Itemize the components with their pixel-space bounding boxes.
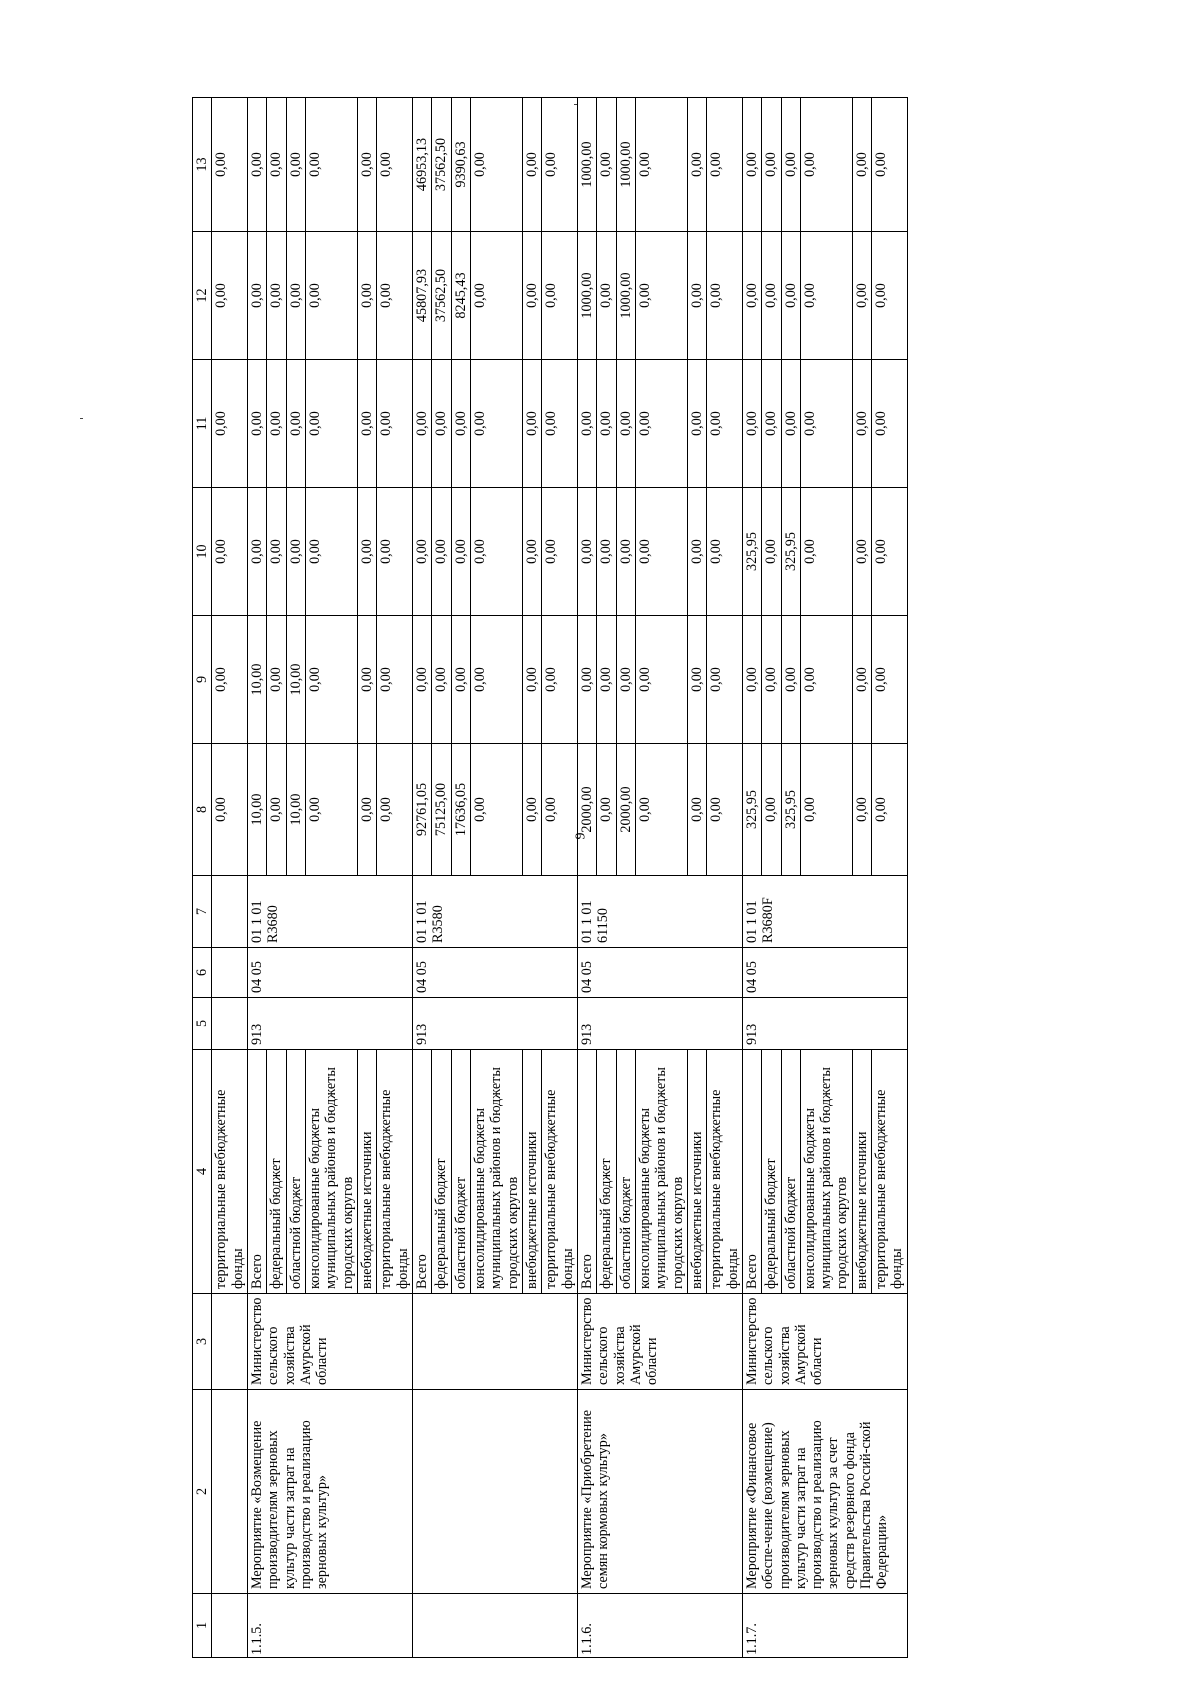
scan-speck (80, 418, 83, 419)
value-cell: 0,00 (522, 744, 541, 876)
value-cell: 0,00 (357, 98, 376, 232)
funding-source-cell: областной бюджет (616, 1050, 635, 1294)
value-cell: 0,00 (432, 616, 451, 744)
value-cell: 45807,93 (412, 232, 431, 360)
value-cell: 0,00 (522, 488, 541, 616)
value-cell: 0,00 (305, 488, 357, 616)
value-cell: 0,00 (762, 232, 781, 360)
csr-code-cell: 01 1 01 R3580 (412, 876, 577, 948)
value-cell: 0,00 (781, 616, 800, 744)
funding-source-cell: федеральный бюджет (762, 1050, 781, 1294)
value-cell: 0,00 (542, 744, 578, 876)
table-row (577, 98, 596, 1658)
value-cell: 0,00 (267, 232, 286, 360)
value-cell: 0,00 (781, 360, 800, 488)
value-cell: 325,95 (781, 744, 800, 876)
value-cell: 0,00 (635, 98, 687, 232)
measure-number-cell: 1.1.7. (742, 1594, 907, 1658)
value-cell: 0,00 (470, 98, 522, 232)
value-cell: 0,00 (451, 616, 470, 744)
cell (212, 1294, 248, 1390)
column-header: 9 (193, 616, 212, 744)
value-cell: 0,00 (742, 232, 761, 360)
value-cell: 0,00 (781, 232, 800, 360)
column-header: 2 (193, 1390, 212, 1594)
value-cell: 0,00 (305, 616, 357, 744)
funding-source-cell: областной бюджет (781, 1050, 800, 1294)
value-cell: 46953,13 (412, 98, 431, 232)
measure-name-cell: Мероприятие «Финансовое обеспе-чение (возмещение) производителям зерновых культур части затрат на производство и реализацию зерновых культур за счет средств резервного фонда Правительства Россий-ской Федерации» (742, 1390, 907, 1594)
value-cell: 0,00 (687, 98, 706, 232)
value-cell: 0,00 (635, 616, 687, 744)
value-cell: 0,00 (470, 744, 522, 876)
csr-code-cell: 01 1 01 R3680F (742, 876, 907, 948)
value-cell: 0,00 (305, 232, 357, 360)
value-cell: 0,00 (305, 744, 357, 876)
column-header: 8 (193, 744, 212, 876)
page-number: 9 (573, 832, 589, 840)
cell (212, 876, 248, 948)
funding-source-cell: областной бюджет (286, 1050, 305, 1294)
value-cell: 2000,00 (616, 744, 635, 876)
value-cell: 0,00 (522, 616, 541, 744)
column-header: 6 (193, 948, 212, 998)
value-cell: 0,00 (800, 616, 852, 744)
value-cell: 0,00 (762, 98, 781, 232)
value-cell: 0,00 (357, 744, 376, 876)
value-cell: 0,00 (852, 360, 871, 488)
value-cell: 10,00 (286, 616, 305, 744)
value-cell: 0,00 (247, 98, 266, 232)
value-cell: 9390,63 (451, 98, 470, 232)
value-cell: 0,00 (597, 360, 616, 488)
value-cell: 0,00 (377, 616, 413, 744)
funding-source-cell: территориальные внебюджетные фонды (212, 1050, 248, 1294)
column-header: 10 (193, 488, 212, 616)
value-cell: 8245,43 (451, 232, 470, 360)
grbs-code-cell: 913 (742, 998, 907, 1050)
value-cell: 0,00 (542, 360, 578, 488)
value-cell: 0,00 (687, 488, 706, 616)
value-cell: 0,00 (872, 616, 908, 744)
value-cell: 0,00 (267, 488, 286, 616)
value-cell: 0,00 (357, 616, 376, 744)
column-header: 5 (193, 998, 212, 1050)
value-cell: 0,00 (247, 232, 266, 360)
value-cell: 0,00 (542, 98, 578, 232)
value-cell: 0,00 (852, 488, 871, 616)
rzpr-code-cell: 04 05 (412, 948, 577, 998)
value-cell: 0,00 (635, 488, 687, 616)
value-cell: 0,00 (635, 360, 687, 488)
value-cell: 0,00 (616, 488, 635, 616)
value-cell: 0,00 (470, 488, 522, 616)
value-cell: 0,00 (852, 616, 871, 744)
cell (212, 948, 248, 998)
value-cell: 0,00 (522, 232, 541, 360)
value-cell: 0,00 (377, 98, 413, 232)
value-cell: 0,00 (522, 360, 541, 488)
funding-source-cell: территориальные внебюджетные фонды (542, 1050, 578, 1294)
funding-source-cell: федеральный бюджет (432, 1050, 451, 1294)
value-cell: 0,00 (577, 360, 596, 488)
value-cell: 0,00 (451, 488, 470, 616)
value-cell: 0,00 (616, 360, 635, 488)
value-cell: 0,00 (852, 98, 871, 232)
funding-source-cell: федеральный бюджет (267, 1050, 286, 1294)
value-cell: 0,00 (212, 744, 248, 876)
value-cell: 0,00 (212, 360, 248, 488)
value-cell: 0,00 (542, 616, 578, 744)
value-cell: 2000,00 (577, 744, 596, 876)
column-number-row (193, 98, 212, 1658)
value-cell: 0,00 (597, 98, 616, 232)
grbs-code-cell: 913 (577, 998, 742, 1050)
measure-number-cell (412, 1594, 577, 1658)
value-cell: 0,00 (412, 488, 431, 616)
value-cell: 325,95 (742, 744, 761, 876)
value-cell: 325,95 (781, 488, 800, 616)
value-cell: 0,00 (212, 98, 248, 232)
value-cell: 0,00 (872, 488, 908, 616)
value-cell: 0,00 (800, 98, 852, 232)
executor-cell: Министерство сельского хозяйства Амурской области (742, 1294, 907, 1390)
value-cell: 0,00 (707, 360, 743, 488)
value-cell: 0,00 (577, 616, 596, 744)
value-cell: 37562,50 (432, 98, 451, 232)
funding-source-cell: Всего (742, 1050, 761, 1294)
value-cell: 0,00 (707, 488, 743, 616)
column-header: 1 (193, 1594, 212, 1658)
value-cell: 0,00 (267, 360, 286, 488)
cell (212, 1594, 248, 1658)
measure-name-cell: Мероприятие «Приобретение семян кормовых культур» (577, 1390, 742, 1594)
value-cell: 0,00 (800, 488, 852, 616)
value-cell: 0,00 (852, 232, 871, 360)
value-cell: 0,00 (377, 360, 413, 488)
table-row (212, 98, 248, 1658)
value-cell: 0,00 (800, 360, 852, 488)
table-row (412, 98, 431, 1658)
budget-table (192, 97, 908, 1658)
value-cell: 0,00 (432, 488, 451, 616)
value-cell: 0,00 (247, 488, 266, 616)
value-cell: 0,00 (762, 744, 781, 876)
funding-source-cell: федеральный бюджет (597, 1050, 616, 1294)
value-cell: 0,00 (305, 360, 357, 488)
value-cell: 92761,05 (412, 744, 431, 876)
value-cell: 0,00 (267, 744, 286, 876)
cell (212, 1390, 248, 1594)
value-cell: 0,00 (872, 98, 908, 232)
funding-source-cell: Всего (577, 1050, 596, 1294)
value-cell: 0,00 (212, 488, 248, 616)
value-cell: 0,00 (707, 98, 743, 232)
funding-source-cell: консолидированные бюджеты муниципальных районов и бюджеты городских округов (800, 1050, 852, 1294)
value-cell: 0,00 (616, 616, 635, 744)
value-cell: 0,00 (687, 360, 706, 488)
funding-source-cell: консолидированные бюджеты муниципальных районов и бюджеты городских округов (470, 1050, 522, 1294)
table-row (742, 98, 761, 1658)
measure-name-cell (412, 1390, 577, 1594)
value-cell: 0,00 (542, 488, 578, 616)
cell (212, 998, 248, 1050)
value-cell: 0,00 (377, 744, 413, 876)
value-cell: 325,95 (742, 488, 761, 616)
funding-source-cell: областной бюджет (451, 1050, 470, 1294)
measure-name-cell: Мероприятие «Возмещение производителям зерновых культур части затрат на производство и реализацию зерновых культур» (247, 1390, 412, 1594)
value-cell: 0,00 (597, 744, 616, 876)
funding-source-cell: внебюджетные источники (852, 1050, 871, 1294)
column-header: 11 (193, 360, 212, 488)
value-cell: 1000,00 (577, 98, 596, 232)
value-cell: 0,00 (742, 616, 761, 744)
value-cell: 0,00 (357, 488, 376, 616)
value-cell: 0,00 (412, 360, 431, 488)
value-cell: 0,00 (451, 360, 470, 488)
value-cell: 0,00 (635, 744, 687, 876)
rotated-page-content (192, 98, 1102, 1658)
csr-code-cell: 01 1 01 R3680 (247, 876, 412, 948)
value-cell: 0,00 (286, 360, 305, 488)
value-cell: 0,00 (762, 616, 781, 744)
value-cell: 0,00 (762, 488, 781, 616)
value-cell: 1000,00 (577, 232, 596, 360)
value-cell: 37562,50 (432, 232, 451, 360)
value-cell: 0,00 (800, 232, 852, 360)
value-cell: 0,00 (687, 232, 706, 360)
value-cell: 0,00 (597, 232, 616, 360)
csr-code-cell: 01 1 01 61150 (577, 876, 742, 948)
value-cell: 17636,05 (451, 744, 470, 876)
value-cell: 75125,00 (432, 744, 451, 876)
value-cell: 0,00 (597, 488, 616, 616)
table-row (247, 98, 266, 1658)
value-cell: 0,00 (742, 360, 761, 488)
rzpr-code-cell: 04 05 (247, 948, 412, 998)
value-cell: 0,00 (212, 232, 248, 360)
value-cell: 0,00 (872, 360, 908, 488)
value-cell: 0,00 (377, 232, 413, 360)
value-cell: 0,00 (357, 232, 376, 360)
value-cell: 0,00 (522, 98, 541, 232)
value-cell: 0,00 (432, 360, 451, 488)
value-cell: 10,00 (247, 616, 266, 744)
value-cell: 0,00 (707, 232, 743, 360)
value-cell: 0,00 (762, 360, 781, 488)
value-cell: 0,00 (377, 488, 413, 616)
value-cell: 0,00 (542, 232, 578, 360)
value-cell: 0,00 (357, 360, 376, 488)
value-cell: 0,00 (267, 616, 286, 744)
executor-cell: Министерство сельского хозяйства Амурской области (577, 1294, 742, 1390)
executor-cell: Министерство сельского хозяйства Амурской области (247, 1294, 412, 1390)
value-cell: 0,00 (577, 488, 596, 616)
grbs-code-cell: 913 (412, 998, 577, 1050)
value-cell: 10,00 (286, 744, 305, 876)
value-cell: 1000,00 (616, 232, 635, 360)
value-cell: 0,00 (800, 744, 852, 876)
funding-source-cell: территориальные внебюджетные фонды (872, 1050, 908, 1294)
value-cell: 0,00 (852, 744, 871, 876)
grbs-code-cell: 913 (247, 998, 412, 1050)
column-header: 12 (193, 232, 212, 360)
column-header: 4 (193, 1050, 212, 1294)
value-cell: 0,00 (286, 488, 305, 616)
measure-number-cell: 1.1.5. (247, 1594, 412, 1658)
funding-source-cell: внебюджетные источники (357, 1050, 376, 1294)
value-cell: 0,00 (872, 744, 908, 876)
funding-source-cell: консолидированные бюджеты муниципальных районов и бюджеты городских округов (635, 1050, 687, 1294)
value-cell: 0,00 (286, 98, 305, 232)
value-cell: 0,00 (470, 616, 522, 744)
value-cell: 0,00 (597, 616, 616, 744)
value-cell: 0,00 (687, 616, 706, 744)
value-cell: 10,00 (247, 744, 266, 876)
value-cell: 0,00 (247, 360, 266, 488)
value-cell: 0,00 (707, 744, 743, 876)
funding-source-cell: внебюджетные источники (687, 1050, 706, 1294)
executor-cell (412, 1294, 577, 1390)
value-cell: 0,00 (305, 98, 357, 232)
column-header: 3 (193, 1294, 212, 1390)
value-cell: 0,00 (635, 232, 687, 360)
funding-source-cell: внебюджетные источники (522, 1050, 541, 1294)
value-cell: 0,00 (687, 744, 706, 876)
funding-source-cell: территориальные внебюджетные фонды (377, 1050, 413, 1294)
value-cell: 0,00 (781, 98, 800, 232)
value-cell: 0,00 (470, 232, 522, 360)
measure-number-cell: 1.1.6. (577, 1594, 742, 1658)
rzpr-code-cell: 04 05 (742, 948, 907, 998)
value-cell: 0,00 (412, 616, 431, 744)
column-header: 7 (193, 876, 212, 948)
funding-source-cell: Всего (412, 1050, 431, 1294)
value-cell: 0,00 (286, 232, 305, 360)
column-header: 13 (193, 98, 212, 232)
value-cell: 0,00 (470, 360, 522, 488)
funding-source-cell: территориальные внебюджетные фонды (707, 1050, 743, 1294)
value-cell: 0,00 (267, 98, 286, 232)
funding-source-cell: Всего (247, 1050, 266, 1294)
value-cell: 0,00 (872, 232, 908, 360)
value-cell: 1000,00 (616, 98, 635, 232)
value-cell: 0,00 (212, 616, 248, 744)
value-cell: 0,00 (742, 98, 761, 232)
rzpr-code-cell: 04 05 (577, 948, 742, 998)
funding-source-cell: консолидированные бюджеты муниципальных районов и бюджеты городских округов (305, 1050, 357, 1294)
value-cell: 0,00 (707, 616, 743, 744)
